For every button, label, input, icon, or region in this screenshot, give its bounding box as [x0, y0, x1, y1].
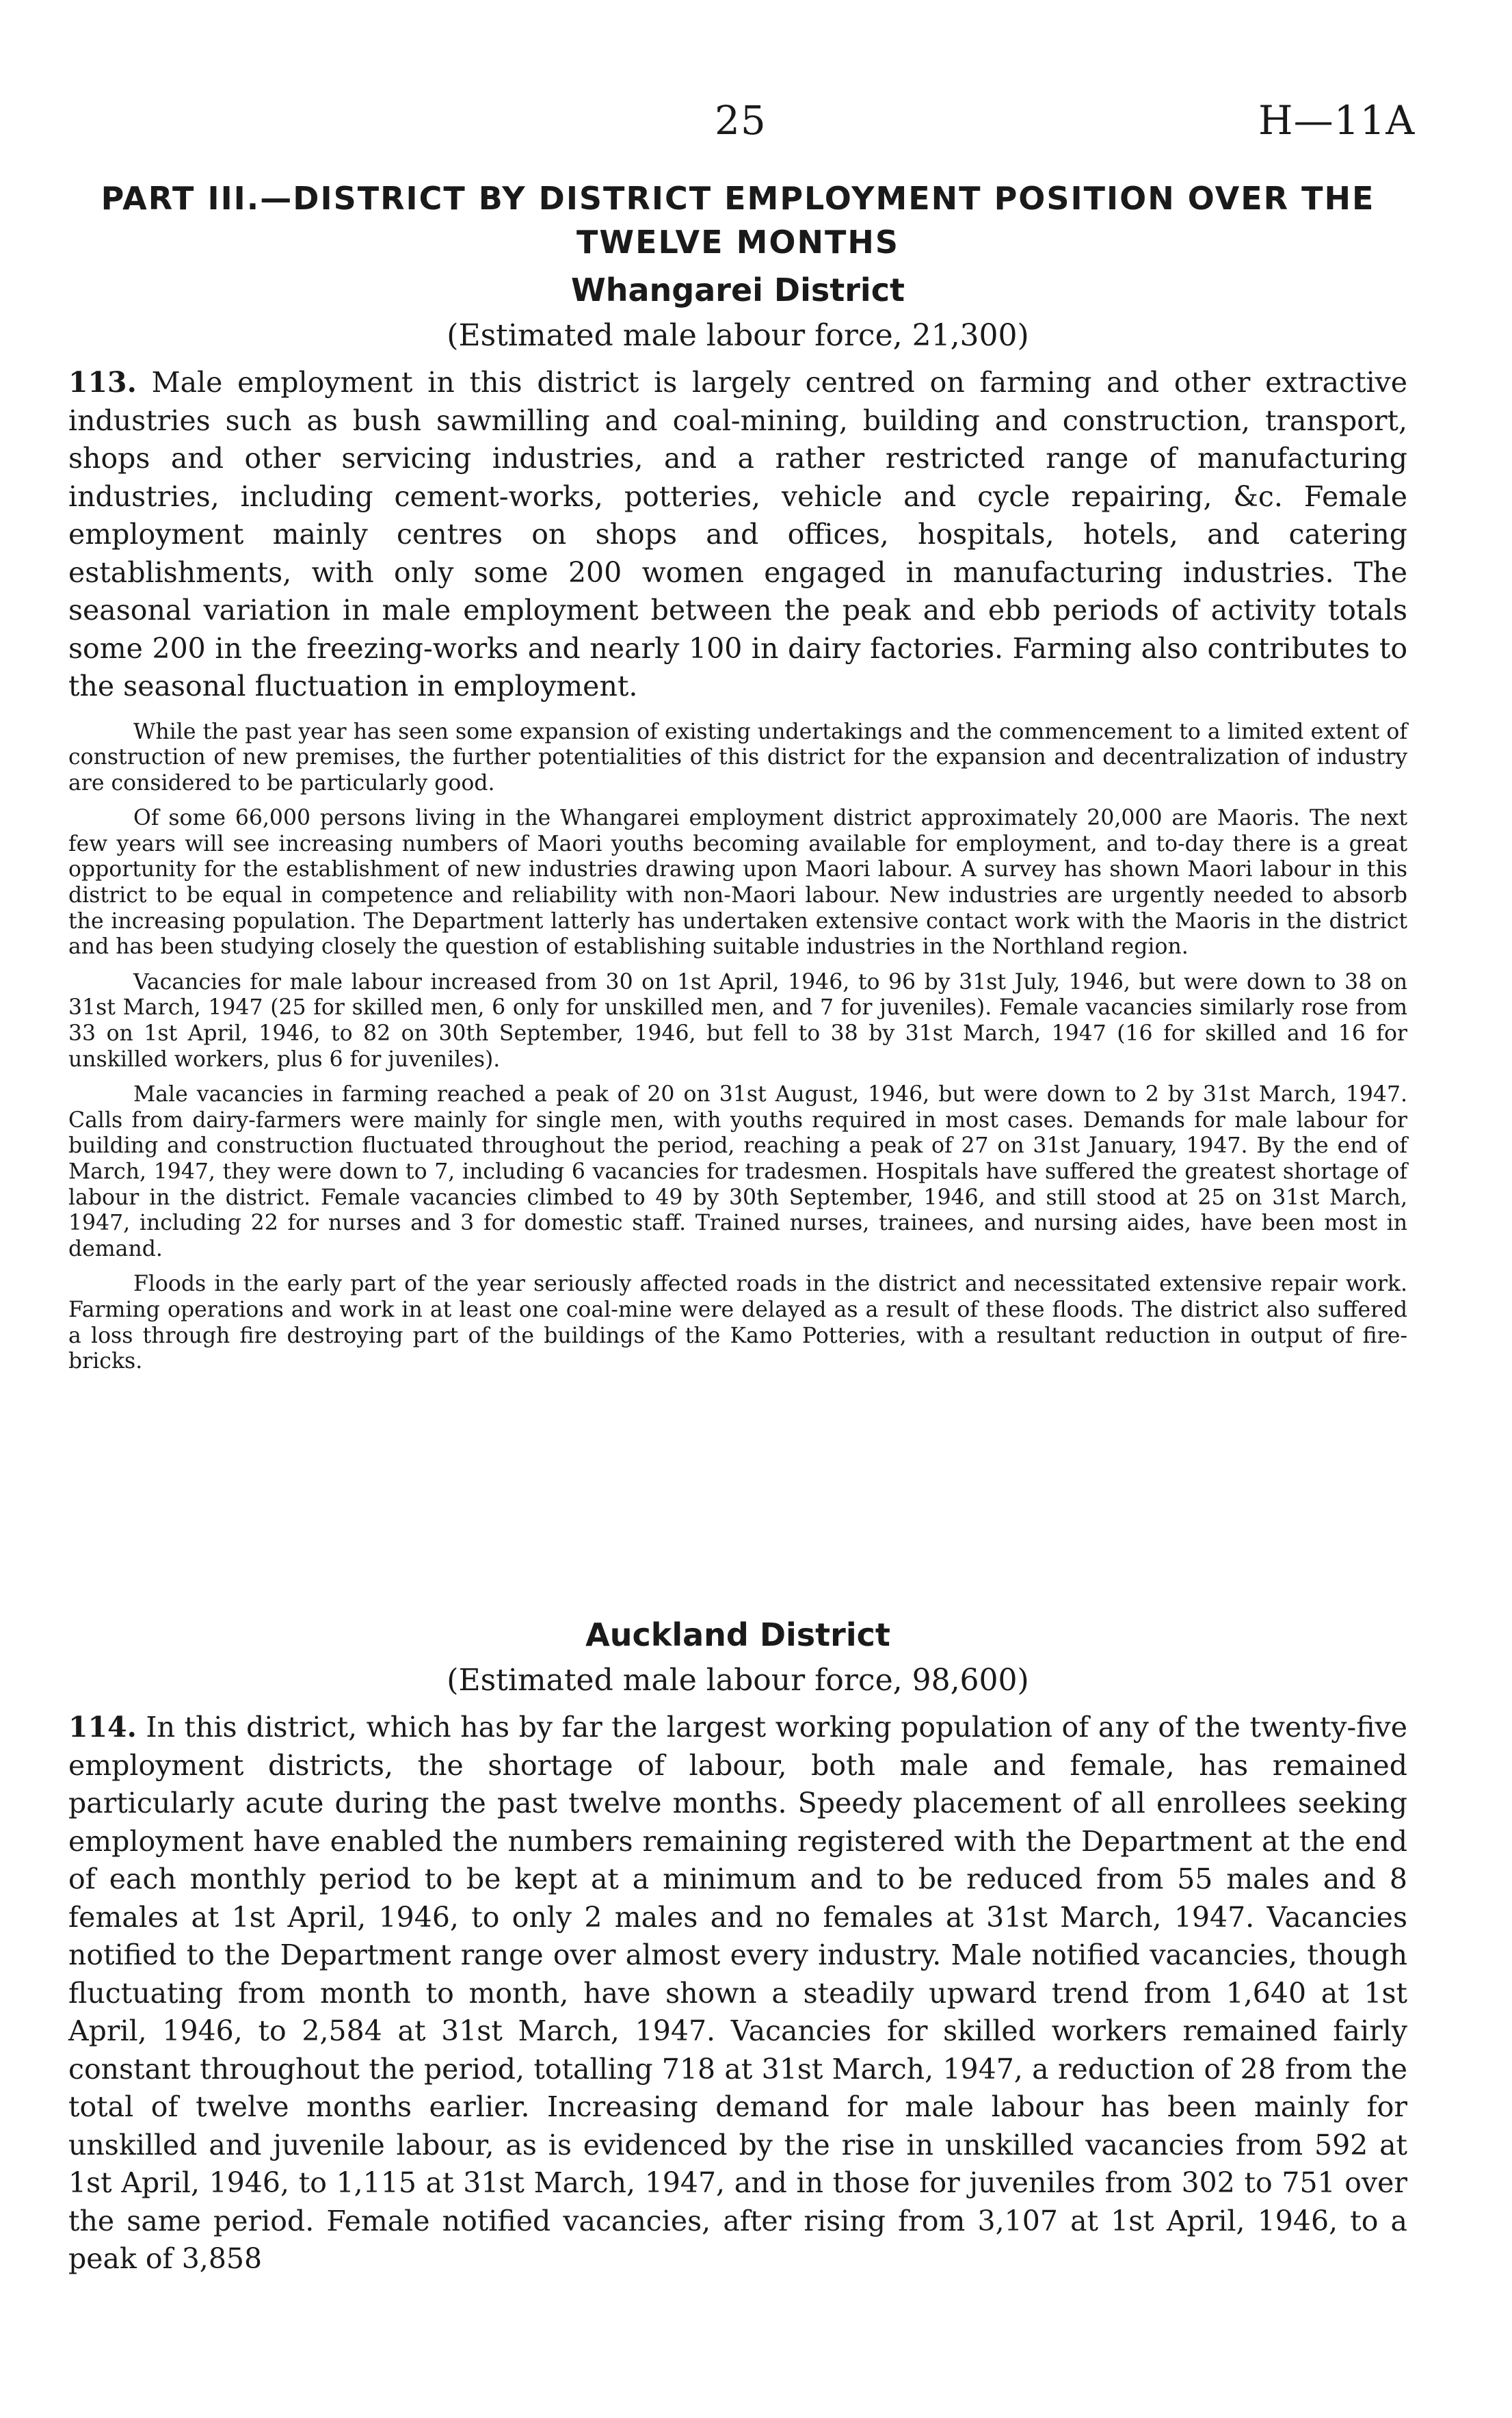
whangarei-paragraph-floods: Floods in the early part of the year seriously affected roads in the district and necessitated extensive repair work. Farming operations and work in at least one coal-mine were delayed as a result of these floods. The district also suffered a loss through fire destroying part of the buildings of the Kamo Potteries, with a resultant reduction in output of fire-bricks. — [68, 1272, 1407, 1374]
whangarei-paragraph-farming: Male vacancies in farming reached a peak of 20 on 31st August, 1946, but were down to 2 by 31st March, 1947. Calls from dairy-farmers were mainly for single men, with youths required in most cases. Demands for male labour for building and construction fluctuated throughout the period, reaching a peak of 27 on 31st January, 1947. By the end of March, 1947, they were down to 7, including 6 vacancies for tradesmen. Hospitals have suffered the greatest shortage of labour in the district. Female vacancies climbed to 49 by 30th September, 1946, and still stood at 25 on 31st March, 1947, including 22 for nurses and 3 for domestic staff. Trained nurses, trainees, and nursing aides, have been most in demand. — [68, 1082, 1407, 1261]
paragraph-text: In this district, which has by far the largest working population of any of the twenty-five employment districts, the shortage of labour, both male and female, has remained particularly acute during the past twelve months. Speedy placement of all enrollees seeking employment have enabled the numbers remaining registered with the Department at the end of each monthly period to be kept at a minimum and to be reduced from 55 males and 8 females at 1st April, 1946, to only 2 males and no females at 31st March, 1947. Vacancies notified to the Department range over almost every industry. Male notified vacancies, though fluctuating from month to month, have shown a steadily upward trend from 1,640 at 1st April, 1946, to 2,584 at 31st March, 1947. Vacancies for skilled workers remained fairly constant throughout the period, totalling 718 at 31st March, 1947, a reduction of 28 from the total of twelve months earlier. Increasing demand for male labour has been mainly for unskilled and juvenile labour, as is evidenced by the rise in unskilled vacancies from 592 at 1st April, 1946, to 1,115 at 31st March, 1947, and in those for juveniles from 302 to 751 over the same period. Female notified vacancies, after rising from 3,107 at 1st April, 1946, to a peak of 3,858 — [68, 1711, 1407, 2275]
whangarei-labour-force: (Estimated male labour force, 21,300) — [447, 318, 1029, 353]
paragraph-number: 113. — [68, 366, 137, 399]
auckland-section — [68, 1614, 1407, 2278]
document-reference: H—11A — [1258, 97, 1416, 144]
auckland-labour-force: (Estimated male labour force, 98,600) — [447, 1663, 1029, 1698]
whangarei-paragraph-vacancies: Vacancies for male labour increased from 30 on 1st April, 1946, to 96 by 31st July, 1946, but were down to 38 on 31st March, 1947 (25 for skilled men, 6 only for unskilled men, and 7 for juveniles). Female vacancies similarly rose from 33 on 1st April, 1946, to 82 on 30th September, 1946, but fell to 38 by 31st March, 1947 (16 for skilled and 16 for unskilled workers, plus 6 for juveniles). — [68, 969, 1407, 1072]
whangarei-paragraph-maori: Of some 66,000 persons living in the Whangarei employment district approximately 20,000 are Maoris. The next few years will see increasing numbers of Maori youths becoming available for employment, and to-day there is a great opportunity for the establishment of new industries drawing upon Maori labour. A survey has shown Maori labour in this district to be equal in competence and reliability with non-Maori labour. New industries are urgently needed to absorb the increasing population. The Department latterly has undertaken extensive contact work with the Maoris in the district and has been studying closely the question of establishing suitable industries in the Northland region. — [68, 806, 1407, 960]
whangarei-paragraph-expansion: While the past year has seen some expansion of existing undertakings and the commencement to a limited extent of construction of new premises, the further potentialities of this district for the expansion and decentralization of industry are considered to be particularly good. — [68, 719, 1407, 796]
paragraph-114 — [68, 1709, 1407, 2278]
whangarei-district-title: Whangarei District — [571, 272, 905, 308]
page-number: 25 — [715, 97, 767, 144]
paragraph-text: Male employment in this district is largely centred on farming and other extractive industries such as bush sawmilling and coal-mining, building and construction, transport, shops and other servicing industries, and a rather restricted range of manufacturing industries, including cement-works, potteries, vehicle and cycle repairing, &c. Female employment mainly centres on shops and offices, hospitals, hotels, and catering establishments, with only some 200 women engaged in manufacturing industries. The seasonal variation in male employment between the peak and ebb periods of activity totals some 200 in the freezing-works and nearly 100 in dairy factories. Farming also contributes to the seasonal fluctuation in employment. — [68, 366, 1407, 702]
paragraph-113 — [68, 364, 1407, 706]
auckland-district-title: Auckland District — [585, 1616, 890, 1653]
part-title: PART III.—DISTRICT BY DISTRICT EMPLOYMENT POSITION OVER THE TWELVE MONTHS — [101, 180, 1375, 261]
paragraph-number: 114. — [68, 1711, 137, 1744]
whangarei-section — [68, 176, 1407, 1384]
